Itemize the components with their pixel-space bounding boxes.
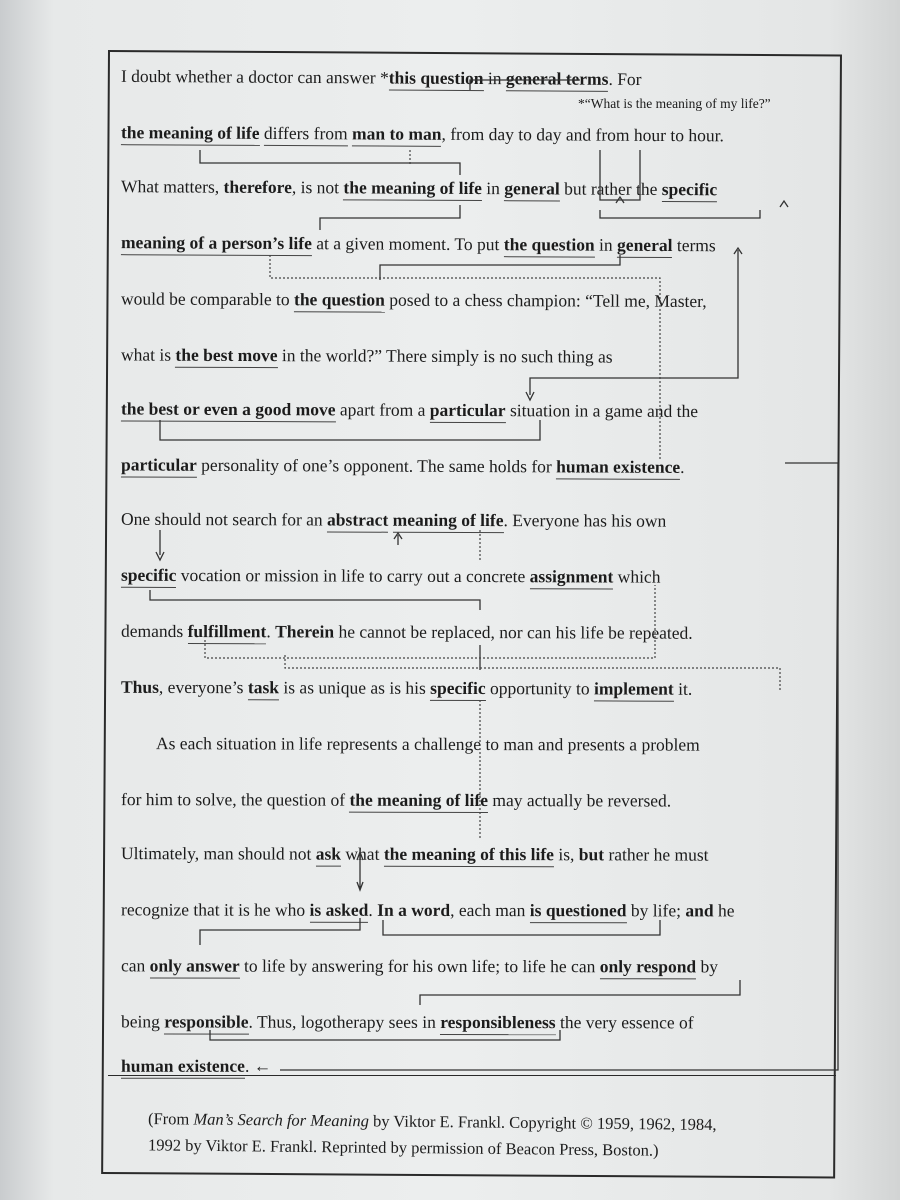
text-run: demands (120, 620, 188, 642)
underlined-phrase: the best or even a good move (121, 398, 336, 422)
text-run: what (341, 843, 384, 864)
underlined-phrase: is asked (310, 900, 369, 923)
bold-phrase: therefore (223, 176, 292, 198)
bold-phrase: Thus (120, 676, 159, 697)
text-run: . Everyone has his own (503, 510, 667, 531)
bold-phrase: and (685, 900, 714, 921)
underlined-phrase: the meaning of life (121, 122, 260, 146)
text-run: situation in a game and the (505, 400, 699, 421)
passage-line (121, 1013, 821, 1032)
text-run: Ultimately, man should not (120, 843, 316, 864)
bold-phrase: In a word (377, 899, 451, 920)
text-run: . (368, 899, 378, 920)
underlined-phrase: the meaning of this life (384, 844, 554, 867)
underlined-phrase: the meaning of life (343, 177, 482, 201)
underlined-phrase: man to man (352, 123, 442, 146)
text-run: for him to solve, the question of (120, 789, 350, 810)
passage-line (120, 1055, 821, 1076)
passage-line (121, 178, 821, 199)
underlined-phrase: specific (662, 179, 718, 202)
underlined-phrase: specific (430, 678, 485, 701)
underlined-phrase: meaning of life (393, 510, 504, 533)
text-run: by life; (626, 900, 686, 921)
underlined-phrase: the meaning of life (349, 790, 488, 813)
text-run: posed to a chess champion: “Tell me, Master, (384, 289, 707, 312)
underlined-phrase: the question (504, 234, 595, 257)
text-run: to life by answering for his own life; to life he can (239, 955, 600, 977)
passage-line (121, 456, 821, 477)
text-run: , is not (291, 177, 344, 198)
underlined-phrase: only answer (150, 955, 240, 978)
underlined-phrase: differs from (264, 123, 348, 146)
passage-line (121, 735, 821, 754)
underlined-phrase: ask (316, 844, 341, 867)
citation-prefix: (From (147, 1109, 194, 1129)
underlined-phrase: responsible (164, 1011, 248, 1034)
text-run: . Thus, logotherapy sees in (248, 1011, 441, 1032)
text-run: at a given moment. To put (311, 233, 504, 255)
citation-rest: by Viktor E. Frankl. Copyright © 1959, 1962, 1984, (368, 1111, 717, 1134)
text-run: but rather the (559, 178, 662, 199)
underlined-phrase: general (504, 178, 560, 201)
underlined-phrase: is questioned (530, 900, 627, 923)
passage-line (120, 564, 821, 587)
passage-frame (101, 50, 842, 1178)
underlined-phrase: responsibleness (440, 1012, 555, 1035)
bold-phrase: Therein (275, 621, 335, 642)
bold-phrase: but (578, 844, 605, 865)
book-title: Man’s Search for Meaning (193, 1109, 370, 1131)
passage-line (121, 957, 821, 976)
text-run: . (680, 456, 685, 477)
text-run: apart from a (335, 399, 430, 420)
text-run: recognize that it is he who (120, 899, 310, 920)
text-run: the very essence of (555, 1012, 694, 1033)
text-run: I doubt whether a doctor can answer * (120, 65, 389, 88)
underlined-phrase: specific (121, 565, 176, 588)
text-run: in the world?” There simply is no such thing as (277, 345, 613, 367)
underlined-phrase: the best move (175, 345, 277, 368)
underlined-phrase: the question (294, 289, 385, 312)
text-run: by (696, 956, 719, 977)
text-run: What matters, (120, 176, 224, 197)
underlined-phrase: general terms (506, 68, 609, 92)
underlined-phrase: human existence (121, 1056, 245, 1079)
text-run: in (481, 178, 505, 199)
passage-line (120, 676, 821, 699)
passage-line (120, 65, 821, 90)
underlined-phrase: particular (430, 400, 506, 423)
text-run: which (613, 566, 661, 587)
underlined-phrase: general (617, 235, 673, 258)
underlined-phrase: human existence (556, 456, 680, 480)
text-run: it. (673, 678, 693, 699)
text-run: is as unique as is his (278, 677, 431, 698)
text-run: . For (608, 68, 642, 90)
text-run: being (120, 1011, 165, 1032)
underlined-phrase: task (248, 677, 279, 700)
text-run: may actually be reversed. (487, 790, 672, 811)
underlined-phrase: abstract (327, 509, 388, 532)
underlined-phrase: this question (389, 67, 484, 91)
text-run: rather he must (604, 844, 709, 865)
passage-line (120, 508, 821, 531)
text-run: what is (120, 344, 176, 365)
text-run: is, (553, 844, 579, 865)
text-run: in (483, 68, 507, 89)
passage-line (121, 845, 821, 864)
underlined-phrase: particular (121, 454, 197, 477)
text-run: personality of one’s opponent. The same holds for (196, 454, 557, 477)
margin-note: *“What is the meaning of my life?” (578, 96, 771, 111)
text-run: he (713, 900, 735, 921)
passage-line (120, 620, 821, 643)
text-run: . ← (244, 1055, 272, 1076)
citation-line-2: 1992 by Viktor E. Frankl. Reprinted by permission of Beacon Press, Boston.) (147, 1135, 659, 1160)
text-run: , everyone’s (158, 676, 248, 698)
text-run: can (120, 955, 150, 976)
passage-line (121, 346, 821, 367)
underlined-phrase: assignment (530, 566, 614, 589)
text-run: , from day to day and from hour to hour. (441, 123, 724, 146)
passage-line (121, 234, 821, 255)
passage-line (121, 290, 821, 311)
passage-line (121, 791, 821, 810)
passage-line (121, 124, 821, 145)
underlined-phrase: implement (594, 678, 674, 701)
text-run: One should not search for an (120, 508, 328, 530)
text-run: terms (672, 235, 716, 256)
text-run: vocation or mission in life to carry out a concrete (176, 564, 530, 587)
text-run: , each man (450, 899, 530, 921)
text-run: he cannot be replaced, nor can his life be repeated. (334, 621, 693, 643)
text-run: in (594, 234, 618, 255)
passage-line (121, 400, 821, 421)
text-run: opportunity to (485, 678, 595, 699)
text-run: . (266, 621, 276, 642)
text-run: would be comparable to (120, 288, 295, 310)
text-run: As each situation in life represents a challenge to man and presents a problem (120, 733, 700, 755)
underlined-phrase: only respond (600, 956, 696, 979)
underlined-phrase: meaning of a person’s life (121, 232, 312, 256)
underlined-phrase: fulfillment (188, 621, 267, 644)
passage-line (121, 901, 821, 920)
